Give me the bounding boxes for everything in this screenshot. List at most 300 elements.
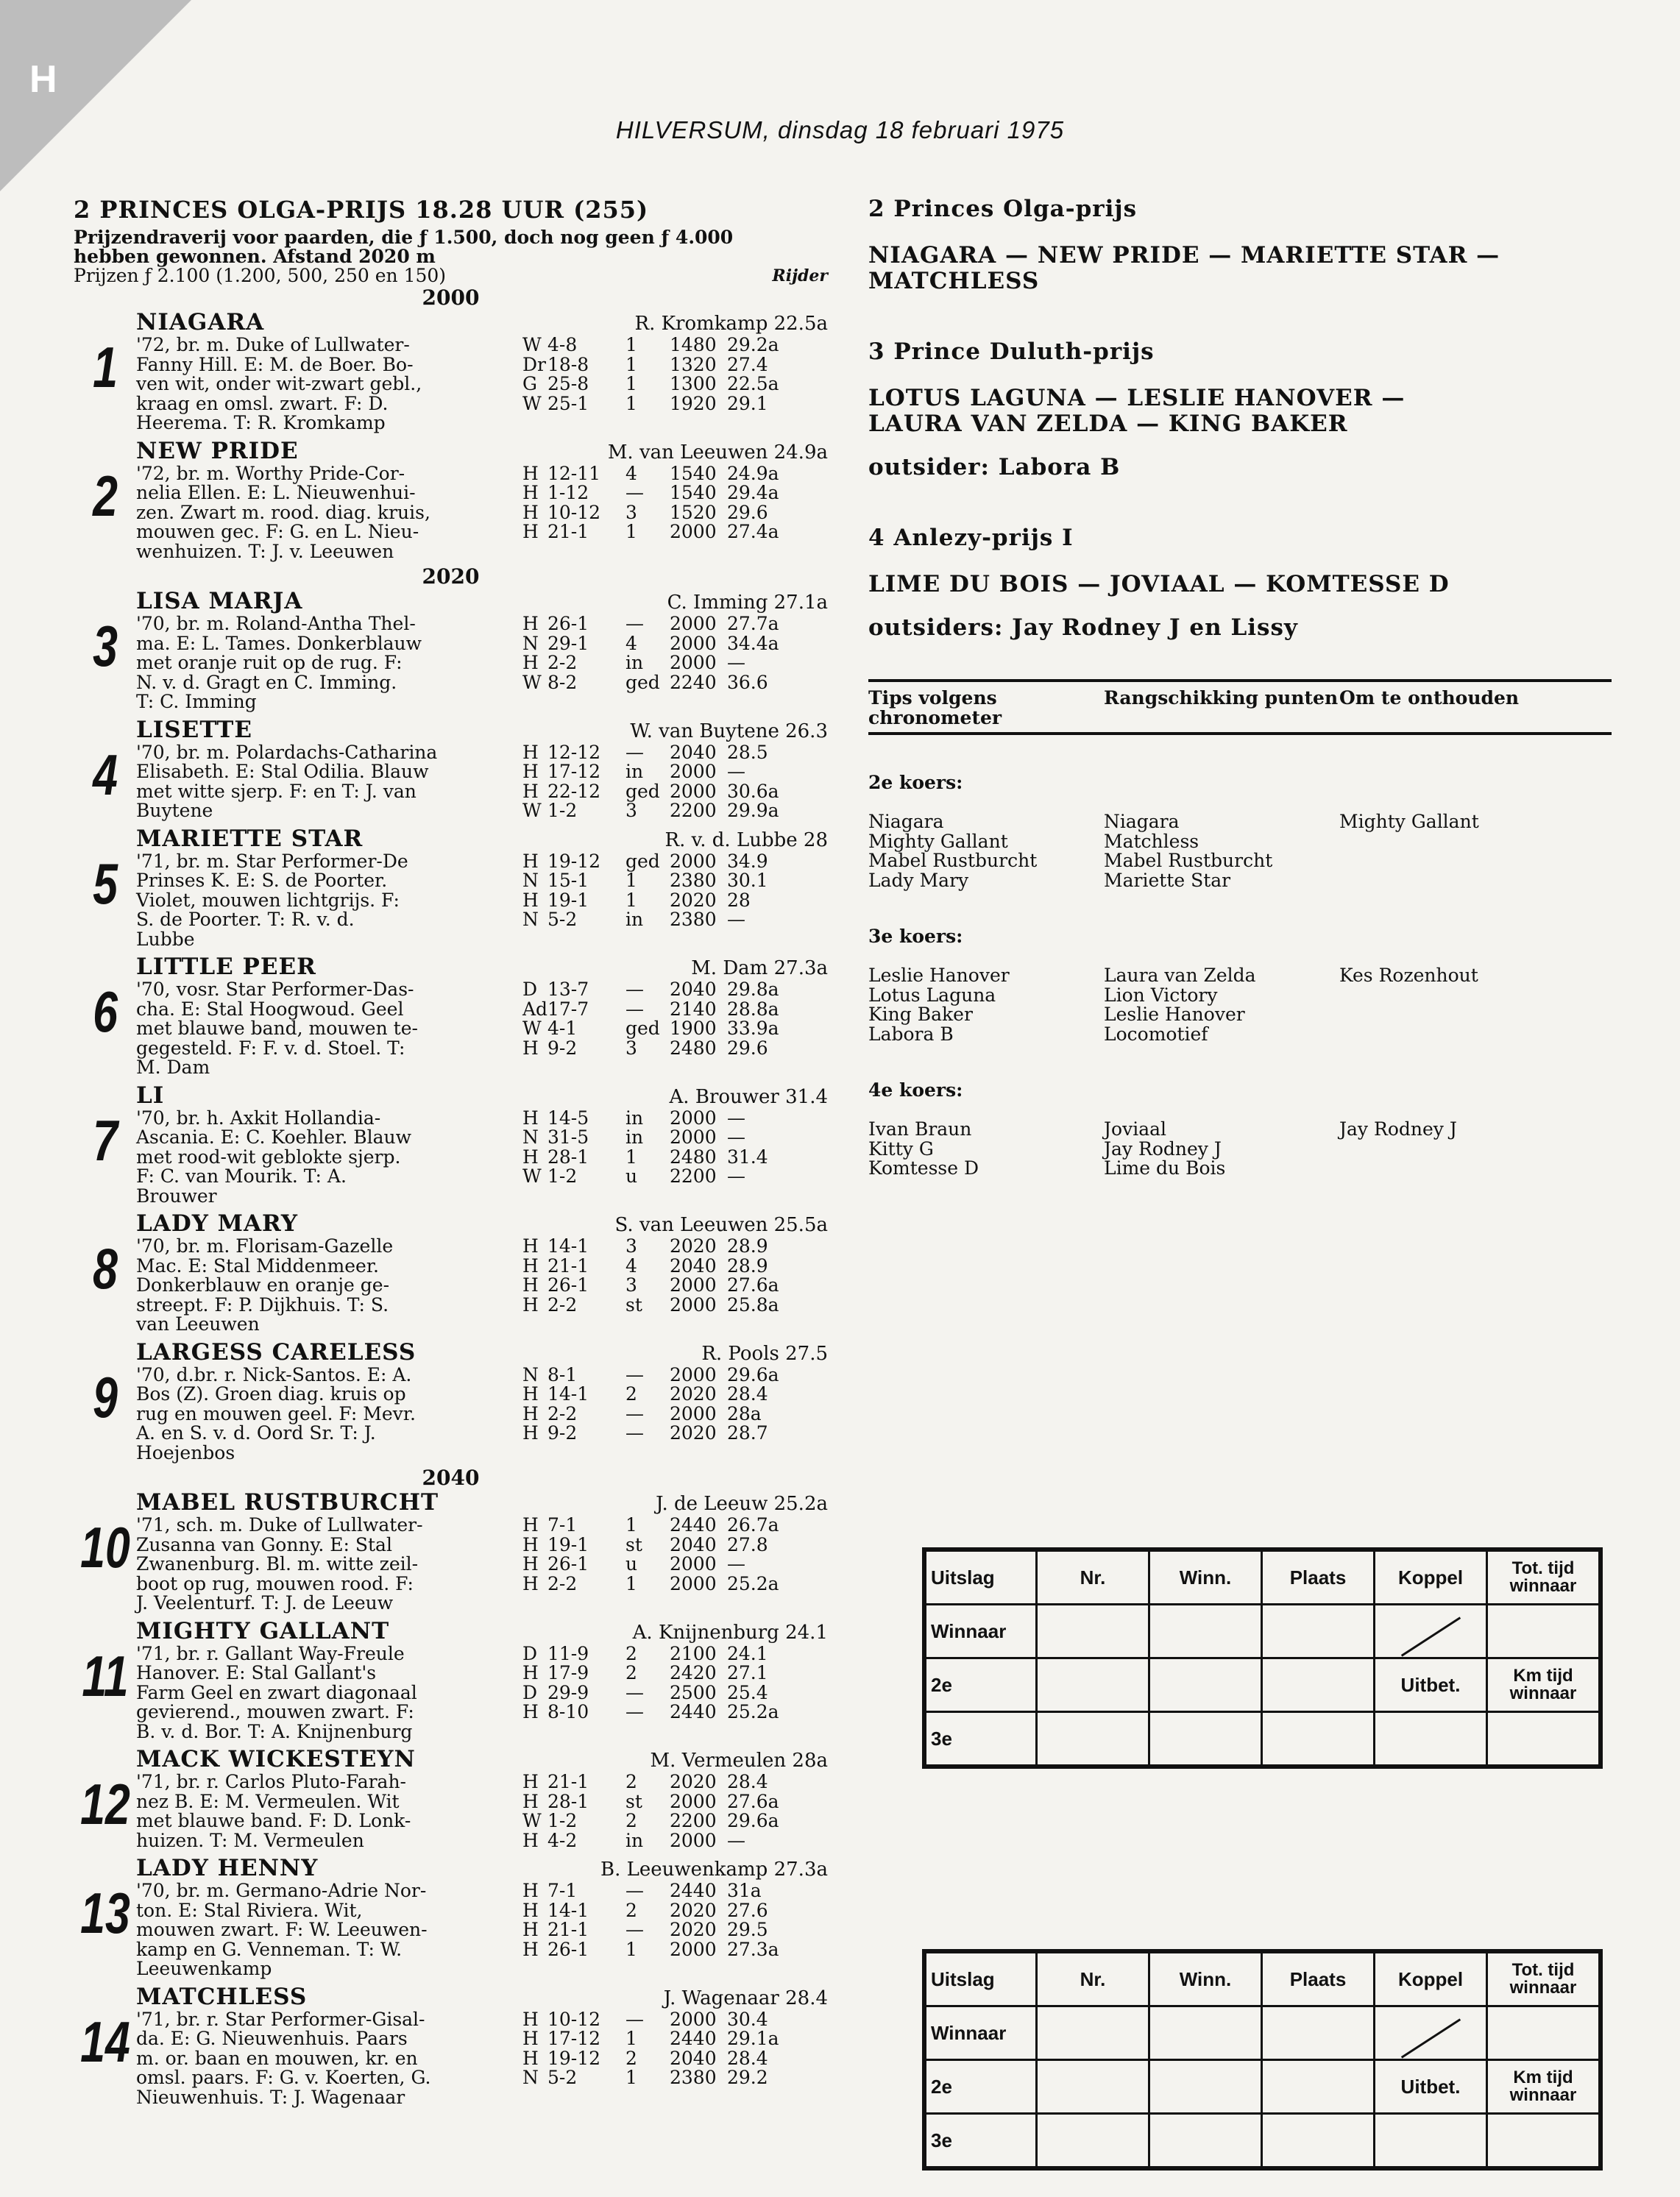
form-cell: 2480 bbox=[670, 1146, 717, 1168]
form-table bbox=[522, 1237, 828, 1335]
header-uitslag: Uitslag bbox=[924, 1951, 1037, 2006]
cell-blank[interactable] bbox=[1149, 2006, 1262, 2060]
prediction-outsider: outsiders: Jay Rodney J en Lissy bbox=[868, 614, 1298, 641]
description-line: cha. E: Stal Hoogwoud. Geel bbox=[136, 998, 404, 1020]
description-line: met witte sjerp. F: en T: J. van bbox=[136, 780, 417, 802]
horse-name-line bbox=[136, 588, 828, 614]
cell-blank[interactable] bbox=[1262, 1605, 1375, 1658]
description-line: J. Veelenturf. T: J. de Leeuw bbox=[136, 1592, 394, 1614]
form-cell: W bbox=[522, 392, 542, 414]
horse-body bbox=[136, 1772, 828, 1850]
horse-name-line bbox=[136, 1082, 828, 1109]
form-cell: — bbox=[727, 1165, 745, 1187]
form-cell: H bbox=[522, 1880, 539, 1901]
driver-name: M. Vermeulen 28a bbox=[650, 1750, 828, 1772]
tip-horse: Jay Rodney J bbox=[1104, 1137, 1222, 1160]
horse-number: 2 bbox=[93, 463, 118, 528]
tip-horse: Ivan Braun bbox=[868, 1118, 972, 1140]
description-line: kraag en omsl. zwart. F: D. bbox=[136, 392, 389, 414]
form-row bbox=[522, 483, 828, 503]
cell-blank[interactable] bbox=[1375, 1712, 1487, 1767]
form-cell: 28.9 bbox=[727, 1235, 768, 1257]
result-table-1 bbox=[922, 1547, 1603, 1769]
tips-column bbox=[868, 1120, 1104, 1179]
form-cell: 12-12 bbox=[547, 741, 601, 763]
tip-horse: Lotus Laguna bbox=[868, 984, 996, 1006]
form-cell: 1-2 bbox=[547, 1810, 578, 1831]
cell-koppel-slash bbox=[1375, 1605, 1487, 1658]
description-line: zen. Zwart m. rood. diag. kruis, bbox=[136, 501, 430, 523]
form-row bbox=[522, 2029, 828, 2049]
horse-number: 8 bbox=[93, 1236, 118, 1301]
horse-body bbox=[136, 464, 828, 562]
form-cell: 1 bbox=[625, 334, 637, 355]
form-cell: 9-2 bbox=[547, 1422, 578, 1444]
horse-name: MABEL RUSTBURCHT bbox=[136, 1489, 439, 1516]
horse-name: MATCHLESS bbox=[136, 1983, 308, 2010]
form-row bbox=[522, 2068, 828, 2088]
slash-mark bbox=[1400, 2018, 1460, 2058]
horse-entry bbox=[74, 1210, 828, 1335]
form-row bbox=[522, 673, 828, 693]
distance-header: 2000 bbox=[422, 285, 480, 310]
form-table bbox=[522, 980, 828, 1078]
driver-name: C. Imming 27.1a bbox=[667, 592, 828, 614]
form-cell: — bbox=[727, 1107, 745, 1129]
form-cell: 2000 bbox=[670, 780, 717, 802]
form-cell: 2420 bbox=[670, 1662, 717, 1683]
description-line: Zusanna van Gonny. E: Stal bbox=[136, 1533, 392, 1555]
description-line: huizen. T: M. Vermeulen bbox=[136, 1829, 364, 1851]
form-cell: G bbox=[522, 373, 537, 394]
form-row bbox=[522, 1000, 828, 1020]
tip-horse: Mabel Rustburcht bbox=[1104, 850, 1273, 871]
driver-name: J. Wagenaar 28.4 bbox=[663, 1987, 828, 2009]
horse-number: 3 bbox=[93, 614, 118, 678]
cell-blank[interactable] bbox=[1149, 2060, 1262, 2114]
form-row bbox=[522, 801, 828, 821]
form-cell: — bbox=[625, 998, 644, 1020]
form-cell: N bbox=[522, 632, 539, 654]
header-winn: Winn. bbox=[1149, 1550, 1262, 1605]
horse-description bbox=[136, 743, 522, 821]
form-cell: 29.2 bbox=[727, 2067, 768, 2088]
form-cell: 2020 bbox=[670, 1899, 717, 1921]
prediction-line: LIME DU BOIS — JOVIAAL — KOMTESSE D bbox=[868, 571, 1450, 597]
form-cell: — bbox=[727, 761, 745, 782]
form-cell: 2020 bbox=[670, 1919, 717, 1940]
row-3e: 3e bbox=[924, 2114, 1037, 2169]
header-tot-tijd: Tot. tijd winnaar bbox=[1487, 1951, 1601, 2006]
cell-blank[interactable] bbox=[1149, 2114, 1262, 2169]
form-cell: 2000 bbox=[670, 1293, 717, 1316]
description-line: van Leeuwen bbox=[136, 1313, 260, 1335]
horse-number: 1 bbox=[93, 335, 118, 400]
form-cell: 2200 bbox=[670, 1165, 717, 1187]
form-cell: — bbox=[727, 1126, 745, 1148]
form-cell: 27.4a bbox=[727, 521, 779, 542]
form-cell: 4 bbox=[625, 632, 637, 654]
form-cell: 2020 bbox=[670, 1771, 717, 1792]
form-cell: H bbox=[522, 2047, 539, 2069]
form-cell: 21-1 bbox=[547, 1771, 589, 1792]
form-cell: H bbox=[522, 1899, 539, 1921]
form-cell: D bbox=[522, 1681, 538, 1703]
form-cell: u bbox=[625, 1553, 638, 1575]
description-line: '71, sch. m. Duke of Lullwater- bbox=[136, 1514, 423, 1536]
header-plaats: Plaats bbox=[1262, 1550, 1375, 1605]
form-row bbox=[522, 394, 828, 414]
form-row bbox=[522, 1276, 828, 1296]
description-line: met oranje ruit op de rug. F: bbox=[136, 652, 403, 673]
description-line: '70, vosr. Star Performer-Das- bbox=[136, 979, 414, 1000]
header-koppel: Koppel bbox=[1375, 1951, 1487, 2006]
form-cell: N bbox=[522, 2067, 539, 2088]
form-cell: W bbox=[522, 334, 542, 355]
form-table bbox=[522, 464, 828, 562]
form-row bbox=[522, 375, 828, 394]
tips-header bbox=[868, 682, 1612, 732]
cell-blank[interactable] bbox=[1375, 2114, 1487, 2169]
form-cell: H bbox=[522, 613, 539, 634]
header-plaats: Plaats bbox=[1262, 1951, 1375, 2006]
form-cell: 22-12 bbox=[547, 780, 601, 802]
horse-number: 9 bbox=[93, 1364, 118, 1430]
form-cell: H bbox=[522, 1790, 539, 1812]
tip-horse: Niagara bbox=[1104, 811, 1180, 832]
row-winnaar: Winnaar bbox=[924, 2006, 1037, 2060]
form-cell: 26-1 bbox=[547, 613, 589, 634]
driver-name: S. van Leeuwen 25.5a bbox=[614, 1214, 828, 1236]
form-cell: H bbox=[522, 1293, 539, 1316]
koers-label: 2e koers: bbox=[868, 772, 963, 793]
form-cell: 14-1 bbox=[547, 1899, 589, 1921]
form-cell: 2000 bbox=[670, 1553, 717, 1575]
cell-blank[interactable] bbox=[1149, 1605, 1262, 1658]
tip-horse: Mabel Rustburcht bbox=[868, 850, 1038, 871]
form-cell: 26.7a bbox=[727, 1514, 779, 1536]
form-cell: H bbox=[522, 1235, 539, 1257]
cell-blank[interactable] bbox=[1262, 1712, 1375, 1767]
description-line: gegesteld. F: F. v. d. Stoel. T: bbox=[136, 1037, 405, 1059]
form-cell: 8-2 bbox=[547, 671, 578, 693]
form-cell: 2-2 bbox=[547, 1572, 578, 1594]
description-line: '71, br. r. Carlos Pluto-Farah- bbox=[136, 1771, 407, 1792]
form-cell: 27.6a bbox=[727, 1790, 779, 1812]
form-cell: 4 bbox=[625, 1254, 637, 1277]
horse-description bbox=[136, 1644, 522, 1742]
description-line: '70, br. m. Germano-Adrie Nor- bbox=[136, 1880, 427, 1901]
page-header: HILVERSUM, dinsdag 18 februari 1975 bbox=[615, 116, 1065, 143]
form-cell: st bbox=[625, 1293, 642, 1316]
cell-blank[interactable] bbox=[1037, 1605, 1149, 1658]
form-cell: 2000 bbox=[670, 761, 717, 782]
driver-name: R. Kromkamp 22.5a bbox=[634, 313, 828, 335]
form-cell: H bbox=[522, 2008, 539, 2030]
form-cell: Ad bbox=[522, 998, 548, 1020]
form-row bbox=[522, 1572, 828, 1594]
form-cell: 15-1 bbox=[547, 870, 589, 891]
form-row bbox=[522, 503, 828, 523]
form-row bbox=[522, 1424, 828, 1444]
form-cell: 34.4a bbox=[727, 632, 779, 654]
form-cell: H bbox=[522, 1422, 539, 1444]
cell-blank[interactable] bbox=[1037, 2060, 1149, 2114]
form-cell: 19-1 bbox=[547, 889, 589, 911]
description-line: Prinses K. E: S. de Poorter. bbox=[136, 870, 388, 891]
cell-blank[interactable] bbox=[1037, 2114, 1149, 2169]
form-cell: H bbox=[522, 780, 539, 802]
prediction-title: 3 Prince Duluth-prijs bbox=[868, 338, 1155, 365]
horse-name: MIGHTY GALLANT bbox=[136, 1617, 390, 1644]
form-cell: H bbox=[522, 482, 539, 503]
description-line: met rood-wit geblokte sjerp. bbox=[136, 1146, 401, 1168]
form-cell: D bbox=[522, 979, 538, 1000]
form-cell: 29.1a bbox=[727, 2028, 779, 2049]
horse-name-line bbox=[136, 1746, 828, 1772]
form-row bbox=[522, 1167, 828, 1187]
cell-blank[interactable] bbox=[1487, 2006, 1601, 2060]
form-cell: 2000 bbox=[670, 652, 717, 673]
header-winn: Winn. bbox=[1149, 1951, 1262, 2006]
form-row bbox=[522, 1683, 828, 1703]
form-cell: 2020 bbox=[670, 889, 717, 911]
form-cell: 30.1 bbox=[727, 870, 768, 891]
description-line: Hoejenbos bbox=[136, 1441, 235, 1463]
driver-name: W. van Buytene 26.3 bbox=[630, 720, 828, 742]
corner-tab bbox=[0, 0, 191, 191]
form-cell: in bbox=[625, 761, 644, 782]
form-cell: 1540 bbox=[670, 482, 717, 503]
form-cell: — bbox=[727, 1553, 745, 1575]
tip-horse: Matchless bbox=[1104, 830, 1199, 852]
form-cell: 25.2a bbox=[727, 1572, 779, 1594]
tips-header-onthouden: Om te onthouden bbox=[1339, 687, 1520, 709]
horse-body bbox=[136, 852, 828, 950]
form-cell: 34.9 bbox=[727, 850, 768, 872]
row-2e: 2e bbox=[924, 1658, 1037, 1712]
form-row bbox=[522, 1664, 828, 1683]
rijder-label: Rijder bbox=[772, 266, 828, 285]
form-cell: H bbox=[522, 761, 539, 782]
cell-blank[interactable] bbox=[1262, 2060, 1375, 2114]
form-row bbox=[522, 1940, 828, 1960]
form-cell: 27.3a bbox=[727, 1938, 779, 1960]
form-cell: 2 bbox=[625, 2047, 637, 2069]
form-cell: 25.4 bbox=[727, 1681, 768, 1703]
cell-blank[interactable] bbox=[1262, 1658, 1375, 1712]
prediction-line: LOTUS LAGUNA — LESLIE HANOVER — bbox=[868, 385, 1406, 411]
horse-entry bbox=[74, 588, 828, 712]
cell-blank[interactable] bbox=[1262, 2114, 1375, 2169]
cell-blank[interactable] bbox=[1262, 2006, 1375, 2060]
horse-name-line bbox=[136, 717, 828, 743]
form-cell: 2000 bbox=[670, 1829, 717, 1851]
horse-entry bbox=[74, 717, 828, 821]
cell-blank[interactable] bbox=[1037, 1712, 1149, 1767]
form-cell: 18-8 bbox=[547, 353, 589, 375]
form-cell: H bbox=[522, 1771, 539, 1792]
horse-name: LADY MARY bbox=[136, 1210, 298, 1237]
horse-body bbox=[136, 2010, 828, 2108]
horse-body bbox=[136, 980, 828, 1078]
form-cell: 14-5 bbox=[547, 1107, 589, 1129]
cell-blank[interactable] bbox=[1037, 2006, 1149, 2060]
horse-name: MARIETTE STAR bbox=[136, 825, 364, 852]
description-line: '71, br. m. Star Performer-De bbox=[136, 850, 408, 872]
form-cell: — bbox=[727, 652, 745, 673]
form-cell: 2440 bbox=[670, 2028, 717, 2049]
cell-blank[interactable] bbox=[1487, 2114, 1601, 2169]
form-cell: 2440 bbox=[670, 1701, 717, 1722]
form-cell: — bbox=[727, 1829, 745, 1851]
form-cell: 13-7 bbox=[547, 979, 589, 1000]
form-cell: 1520 bbox=[670, 501, 717, 523]
form-cell: 29.8a bbox=[727, 979, 779, 1000]
form-cell: 1 bbox=[625, 870, 637, 891]
form-cell: 29.6 bbox=[727, 1037, 768, 1059]
form-row bbox=[522, 2049, 828, 2069]
tip-horse: Lion Victory bbox=[1104, 984, 1218, 1006]
tip-horse: Leslie Hanover bbox=[1104, 1004, 1245, 1025]
form-cell: 5-2 bbox=[547, 2067, 578, 2088]
horse-number: 10 bbox=[80, 1515, 130, 1580]
form-row bbox=[522, 891, 828, 911]
form-cell: 28.4 bbox=[727, 2047, 768, 2069]
form-cell: 17-12 bbox=[547, 761, 601, 782]
tip-horse: Lady Mary bbox=[868, 869, 969, 891]
horse-body bbox=[136, 743, 828, 821]
form-row bbox=[522, 634, 828, 654]
form-row bbox=[522, 653, 828, 673]
description-line: Zwanenburg. Bl. m. witte zeil- bbox=[136, 1553, 419, 1575]
form-cell: 2 bbox=[625, 1642, 637, 1664]
form-cell: ged bbox=[625, 1018, 660, 1039]
corner-letter: H bbox=[29, 58, 57, 101]
form-cell: 29.2a bbox=[727, 334, 779, 355]
form-cell: — bbox=[625, 482, 644, 503]
form-cell: H bbox=[522, 652, 539, 673]
description-line: F: C. van Mourik. T: A. bbox=[136, 1165, 347, 1187]
form-cell: 29.5 bbox=[727, 1919, 768, 1940]
form-cell: 2 bbox=[625, 1662, 637, 1683]
header-tot-tijd: Tot. tijd winnaar bbox=[1487, 1550, 1601, 1605]
driver-name: M. Dam 27.3a bbox=[691, 957, 828, 979]
horse-name: LISA MARJA bbox=[136, 588, 303, 614]
form-cell: st bbox=[625, 1790, 642, 1812]
form-cell: 10-12 bbox=[547, 501, 601, 523]
horse-description bbox=[136, 980, 522, 1078]
form-cell: — bbox=[625, 1422, 644, 1444]
form-row bbox=[522, 1555, 828, 1575]
cell-blank[interactable] bbox=[1149, 1712, 1262, 1767]
form-cell: 14-1 bbox=[547, 1383, 589, 1405]
cell-blank[interactable] bbox=[1149, 1658, 1262, 1712]
description-line: '70, br. m. Florisam-Gazelle bbox=[136, 1235, 394, 1257]
prediction-list bbox=[868, 196, 1612, 641]
form-cell: 25-8 bbox=[547, 373, 589, 394]
form-cell: 2500 bbox=[670, 1681, 717, 1703]
predictions-panel bbox=[868, 196, 1612, 1179]
description-line: mouwen zwart. F: W. Leeuwen- bbox=[136, 1919, 428, 1940]
race-conditions-2: hebben gewonnen. Afstand 2020 m bbox=[74, 246, 436, 267]
description-line: nez B. E: M. Vermeulen. Wit bbox=[136, 1790, 400, 1812]
description-line: Elisabeth. E: Stal Odilia. Blauw bbox=[136, 761, 429, 782]
description-line: da. E: G. Nieuwenhuis. Paars bbox=[136, 2028, 408, 2049]
horse-description bbox=[136, 464, 522, 562]
form-table bbox=[522, 1516, 828, 1614]
tips-rule-bottom bbox=[868, 732, 1612, 735]
prediction-line: NIAGARA — NEW PRIDE — MARIETTE STAR — bbox=[868, 242, 1500, 269]
prediction-lines bbox=[868, 243, 1612, 294]
form-cell: D bbox=[522, 1642, 538, 1664]
form-cell: 2040 bbox=[670, 2047, 717, 2069]
description-line: A. en S. v. d. Oord Sr. T: J. bbox=[136, 1422, 376, 1444]
form-cell: 12-11 bbox=[547, 462, 601, 484]
form-cell: H bbox=[522, 1553, 539, 1575]
horse-body bbox=[136, 1644, 828, 1742]
form-cell: 2020 bbox=[670, 1383, 717, 1405]
tips-column bbox=[868, 812, 1104, 890]
race-card bbox=[74, 196, 828, 2112]
form-cell: H bbox=[522, 1402, 539, 1424]
description-line: ton. E: Stal Riviera. Wit, bbox=[136, 1899, 363, 1921]
form-cell: 2-2 bbox=[547, 1293, 578, 1316]
description-line: M. Dam bbox=[136, 1057, 210, 1078]
form-cell: 7-1 bbox=[547, 1514, 578, 1536]
form-row bbox=[522, 355, 828, 375]
form-cell: H bbox=[522, 1383, 539, 1405]
form-cell: 17-7 bbox=[547, 998, 589, 1020]
form-cell: — bbox=[625, 1919, 644, 1940]
form-cell: 1 bbox=[625, 373, 637, 394]
form-cell: 28.7 bbox=[727, 1422, 768, 1444]
cell-blank[interactable] bbox=[1037, 1658, 1149, 1712]
horse-number: 12 bbox=[80, 1772, 130, 1836]
cell-blank[interactable] bbox=[1487, 1712, 1601, 1767]
form-cell: 30.6a bbox=[727, 780, 779, 802]
prediction-lines bbox=[868, 386, 1612, 437]
form-cell: W bbox=[522, 800, 542, 821]
horse-number: 7 bbox=[93, 1107, 118, 1173]
form-cell: 28.9 bbox=[727, 1254, 768, 1277]
form-row bbox=[522, 1385, 828, 1405]
form-cell: 3 bbox=[625, 1274, 637, 1296]
form-row bbox=[522, 1363, 828, 1385]
form-cell: 28 bbox=[727, 889, 751, 911]
tips-column bbox=[1339, 1120, 1575, 1179]
cell-koppel-slash bbox=[1375, 2006, 1487, 2060]
form-row bbox=[522, 614, 828, 634]
description-line: met blauwe band, mouwen te- bbox=[136, 1018, 418, 1039]
tip-horse: Kitty G bbox=[868, 1137, 934, 1160]
form-row bbox=[522, 852, 828, 872]
form-cell: 2000 bbox=[670, 1274, 717, 1296]
form-table bbox=[522, 1644, 828, 1742]
form-cell: H bbox=[522, 1037, 539, 1059]
description-line: mouwen gec. F: G. en L. Nieu- bbox=[136, 521, 419, 542]
cell-blank[interactable] bbox=[1487, 1605, 1601, 1658]
form-cell: 27.1 bbox=[727, 1662, 768, 1683]
form-cell: — bbox=[625, 2008, 644, 2030]
description-line: '70, br. m. Roland-Antha Thel- bbox=[136, 613, 416, 634]
form-row bbox=[522, 1533, 828, 1555]
form-row bbox=[522, 762, 828, 782]
description-line: Ascania. E: C. Koehler. Blauw bbox=[136, 1126, 412, 1148]
horse-name-line bbox=[136, 1489, 828, 1516]
horse-name-line bbox=[136, 1339, 828, 1366]
horse-body bbox=[136, 1881, 828, 1979]
